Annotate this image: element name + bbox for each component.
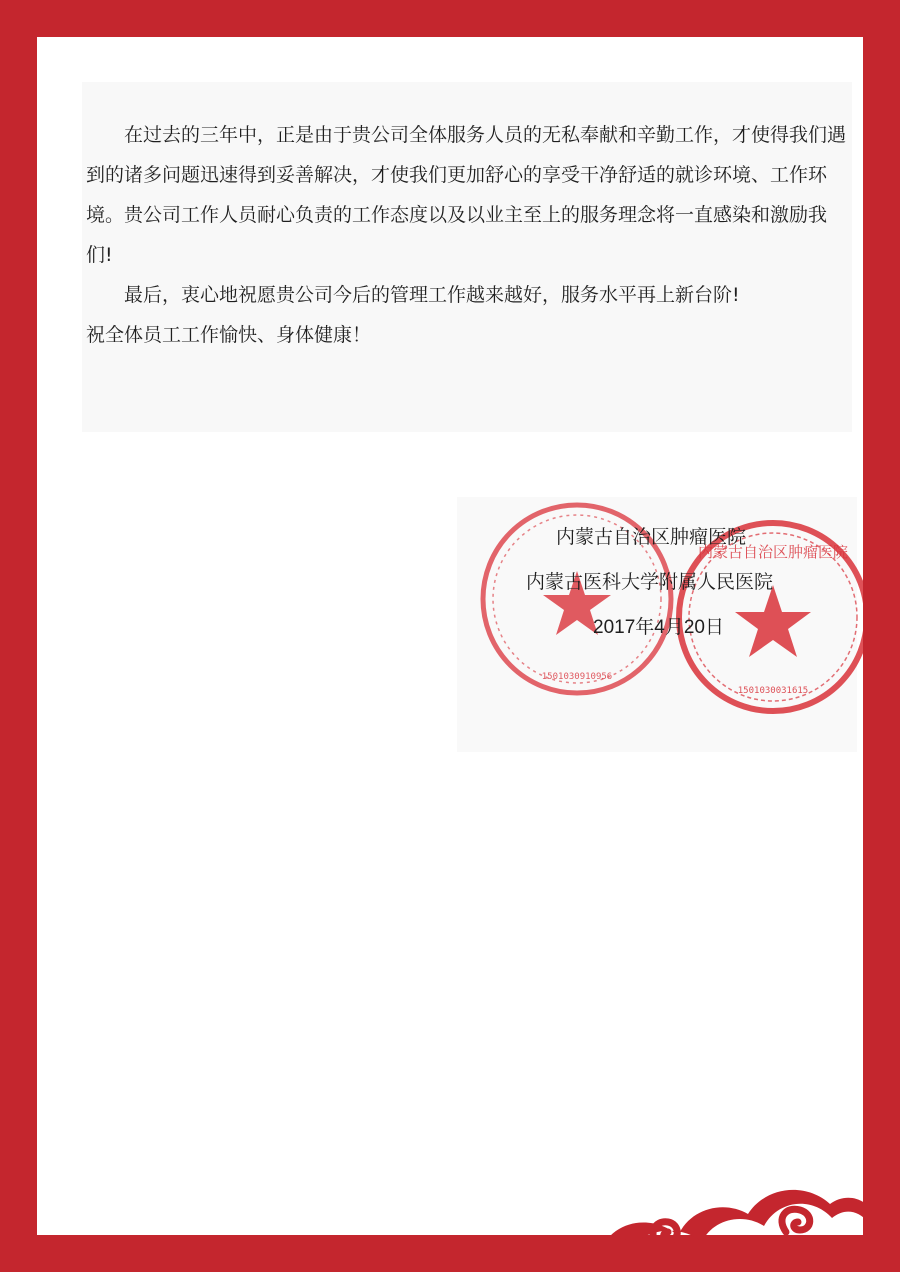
letter-body <box>86 115 846 355</box>
paragraph-2: 最后，衷心地祝愿贵公司今后的管理工作越来越好，服务水平再上新台阶! <box>124 284 740 306</box>
letter-paper <box>37 37 863 1235</box>
paragraph-1: 在过去的三年中，正是由于贵公司全体服务人员的无私奉献和辛勤工作，才使得我们遇到的诸多问题迅速得到妥善解决，才使我们更加舒心的享受干净舒适的就诊环境、工作环境。贵公司工作人员耐心负责的工作态度以及以业主至上的服务理念将一直感染和激励我们! <box>86 124 847 266</box>
signature-date: 2017年4月20日 <box>593 617 724 638</box>
paragraph-3: 祝全体员工工作愉快、身体健康！ <box>86 324 372 346</box>
right-seal-serial: 1501030031615 <box>737 686 809 696</box>
left-seal-serial: 1501030910956 <box>541 672 613 682</box>
signature-org-2: 内蒙古医科大学附属人民医院 <box>526 571 774 593</box>
right-seal-text: 内蒙古自治区肿瘤医院 <box>697 543 849 561</box>
signature-org-1: 内蒙古自治区肿瘤医院 <box>556 526 747 548</box>
bottom-right-cloud-ornament <box>600 1150 880 1260</box>
